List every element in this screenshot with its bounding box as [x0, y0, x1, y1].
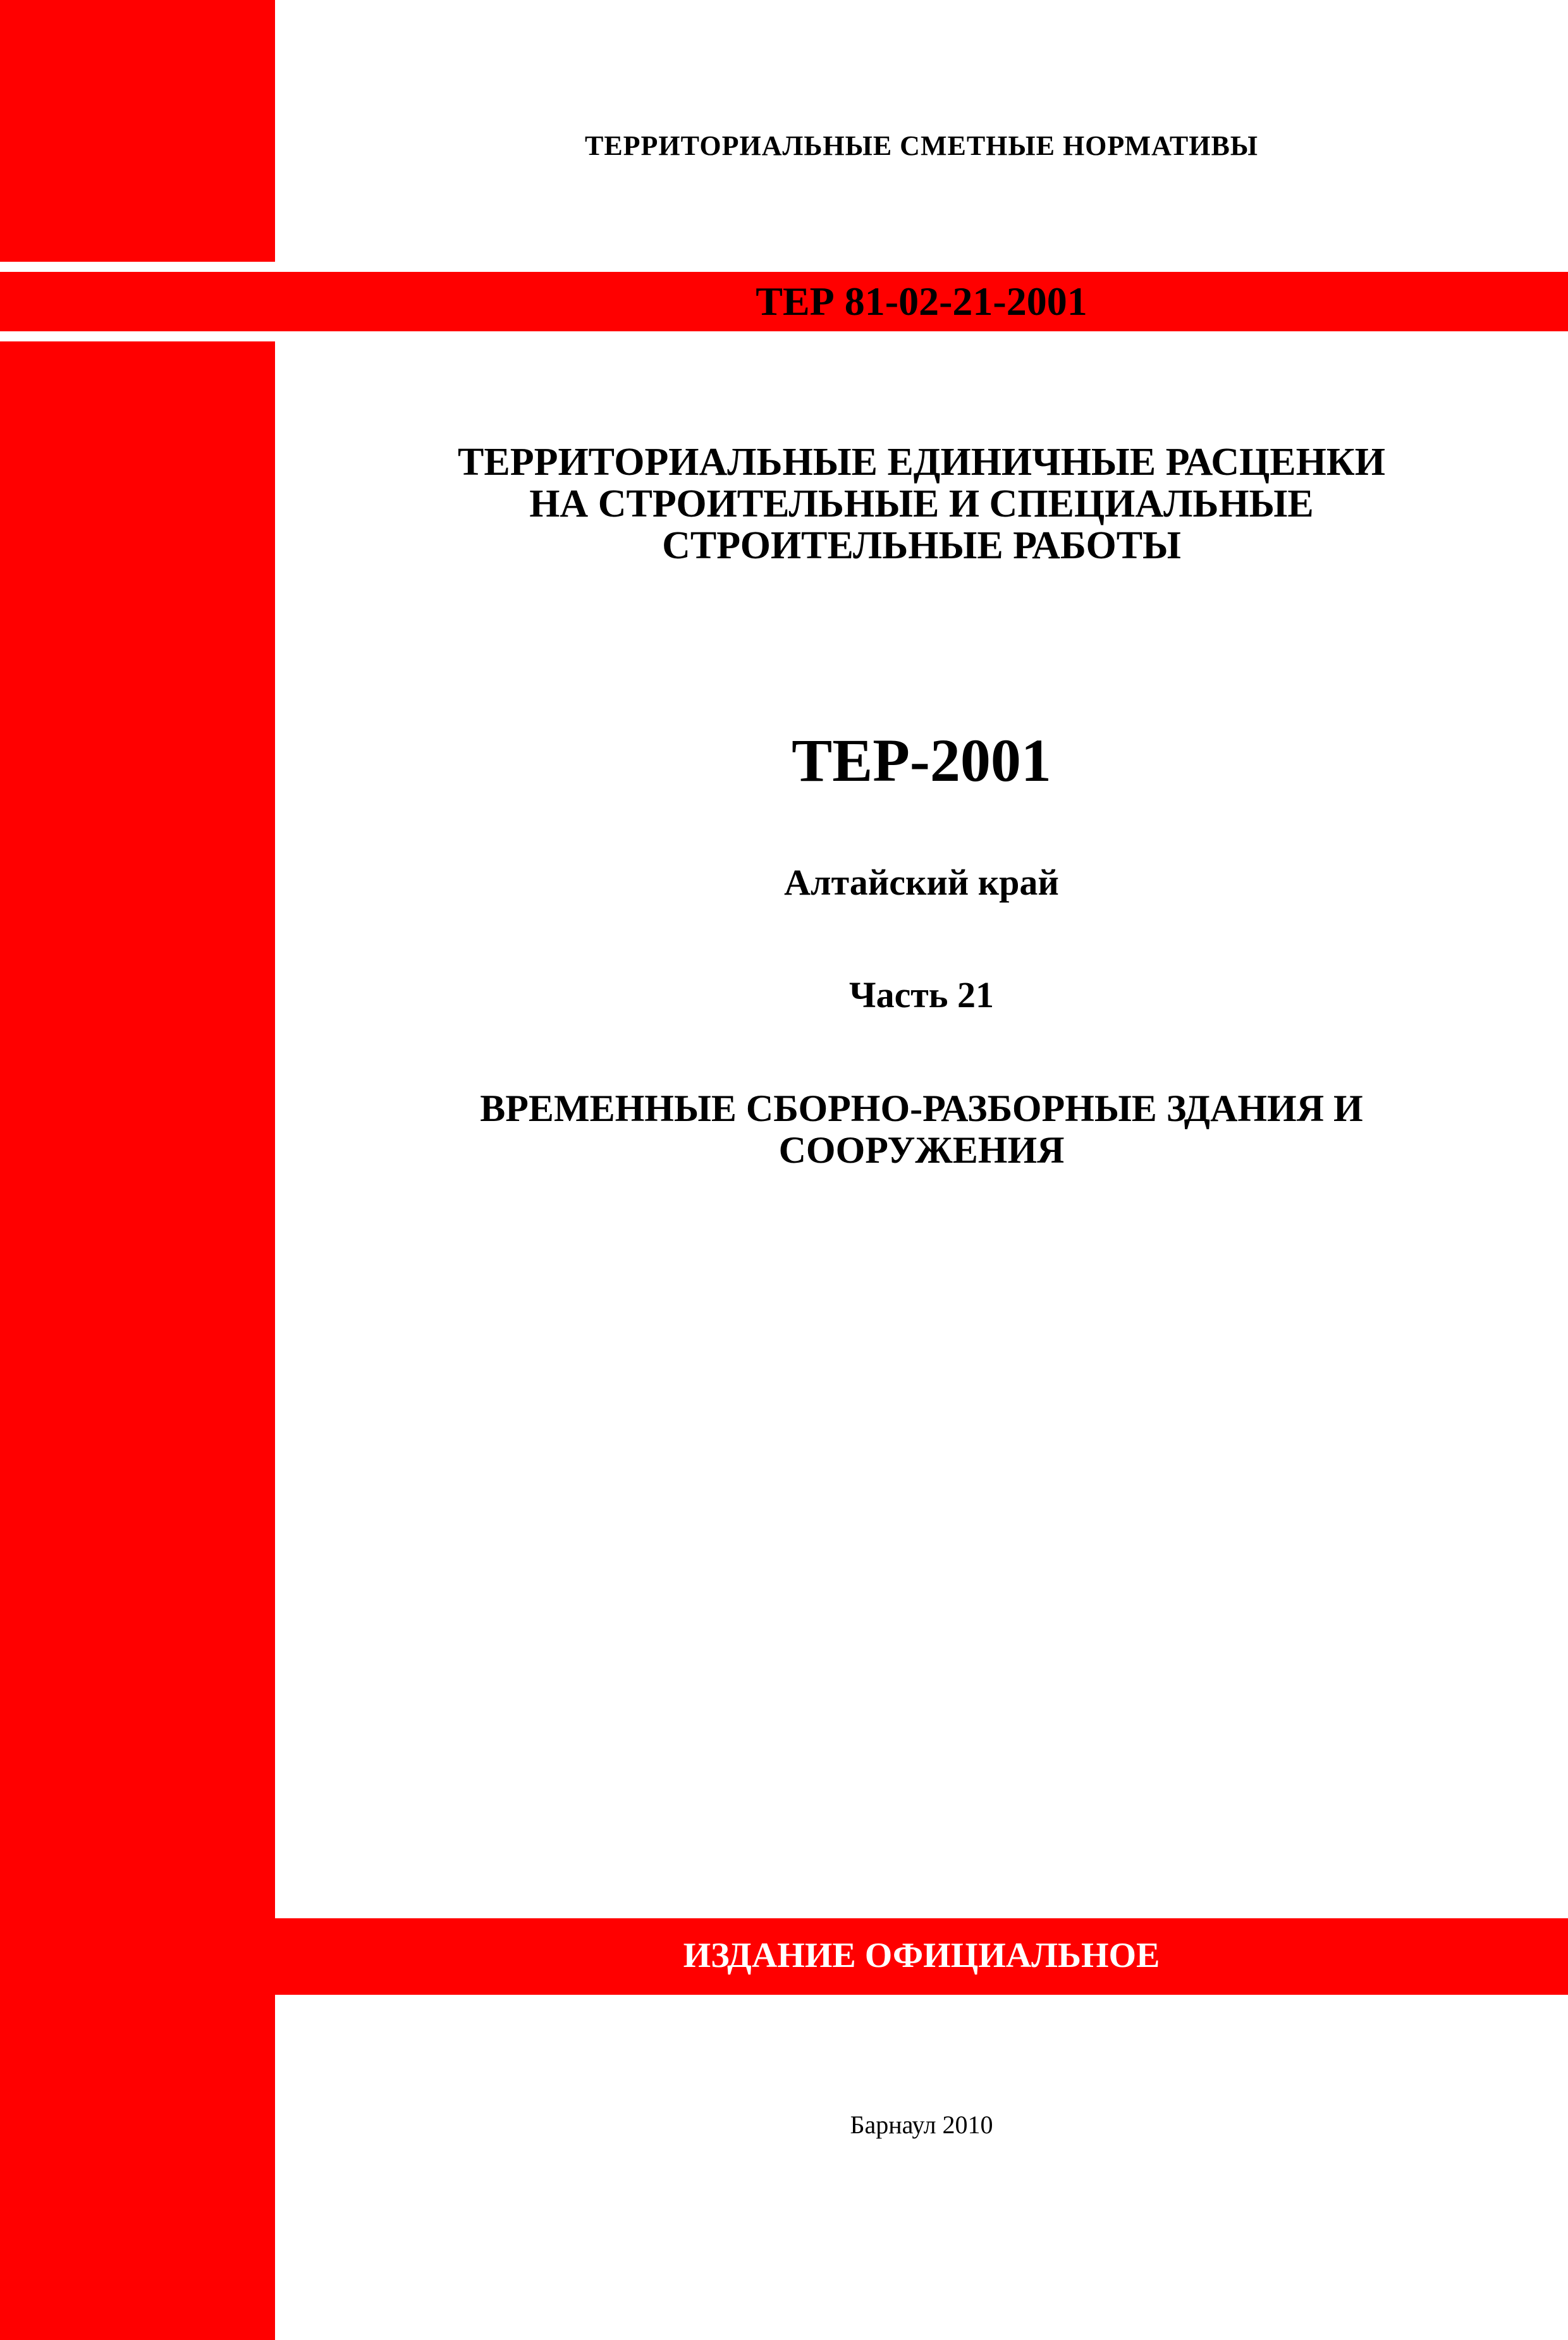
imprint: Барнаул 2010 — [850, 2110, 993, 2139]
main-title — [275, 441, 1568, 567]
part-number: Часть 21 — [849, 974, 994, 1015]
section-title — [275, 1087, 1568, 1171]
short-code: ТЕР-2001 — [792, 726, 1051, 794]
left-red-column-bottom — [0, 2005, 275, 2218]
section-title-line: СООРУЖЕНИЯ — [778, 1129, 1065, 1171]
main-title-line: СТРОИТЕЛЬНЫЕ РАБОТЫ — [662, 524, 1181, 567]
main-title-line: НА СТРОИТЕЛЬНЫЕ И СПЕЦИАЛЬНЫЕ — [529, 482, 1314, 525]
main-title-line: ТЕРРИТОРИАЛЬНЫЕ ЕДИНИЧНЫЕ РАСЦЕНКИ — [458, 441, 1385, 484]
document-code: ТЕР 81-02-21-2001 — [756, 279, 1087, 324]
official-edition-label: ИЗДАНИЕ ОФИЦИАЛЬНОЕ — [683, 1936, 1160, 1975]
section-title-line: ВРЕМЕННЫЕ СБОРНО-РАЗБОРНЫЕ ЗДАНИЯ И — [480, 1087, 1363, 1129]
left-red-column-top — [0, 0, 275, 262]
series-title: ТЕРРИТОРИАЛЬНЫЕ СМЕТНЫЕ НОРМАТИВЫ — [584, 130, 1259, 161]
region: Алтайский край — [784, 862, 1059, 903]
